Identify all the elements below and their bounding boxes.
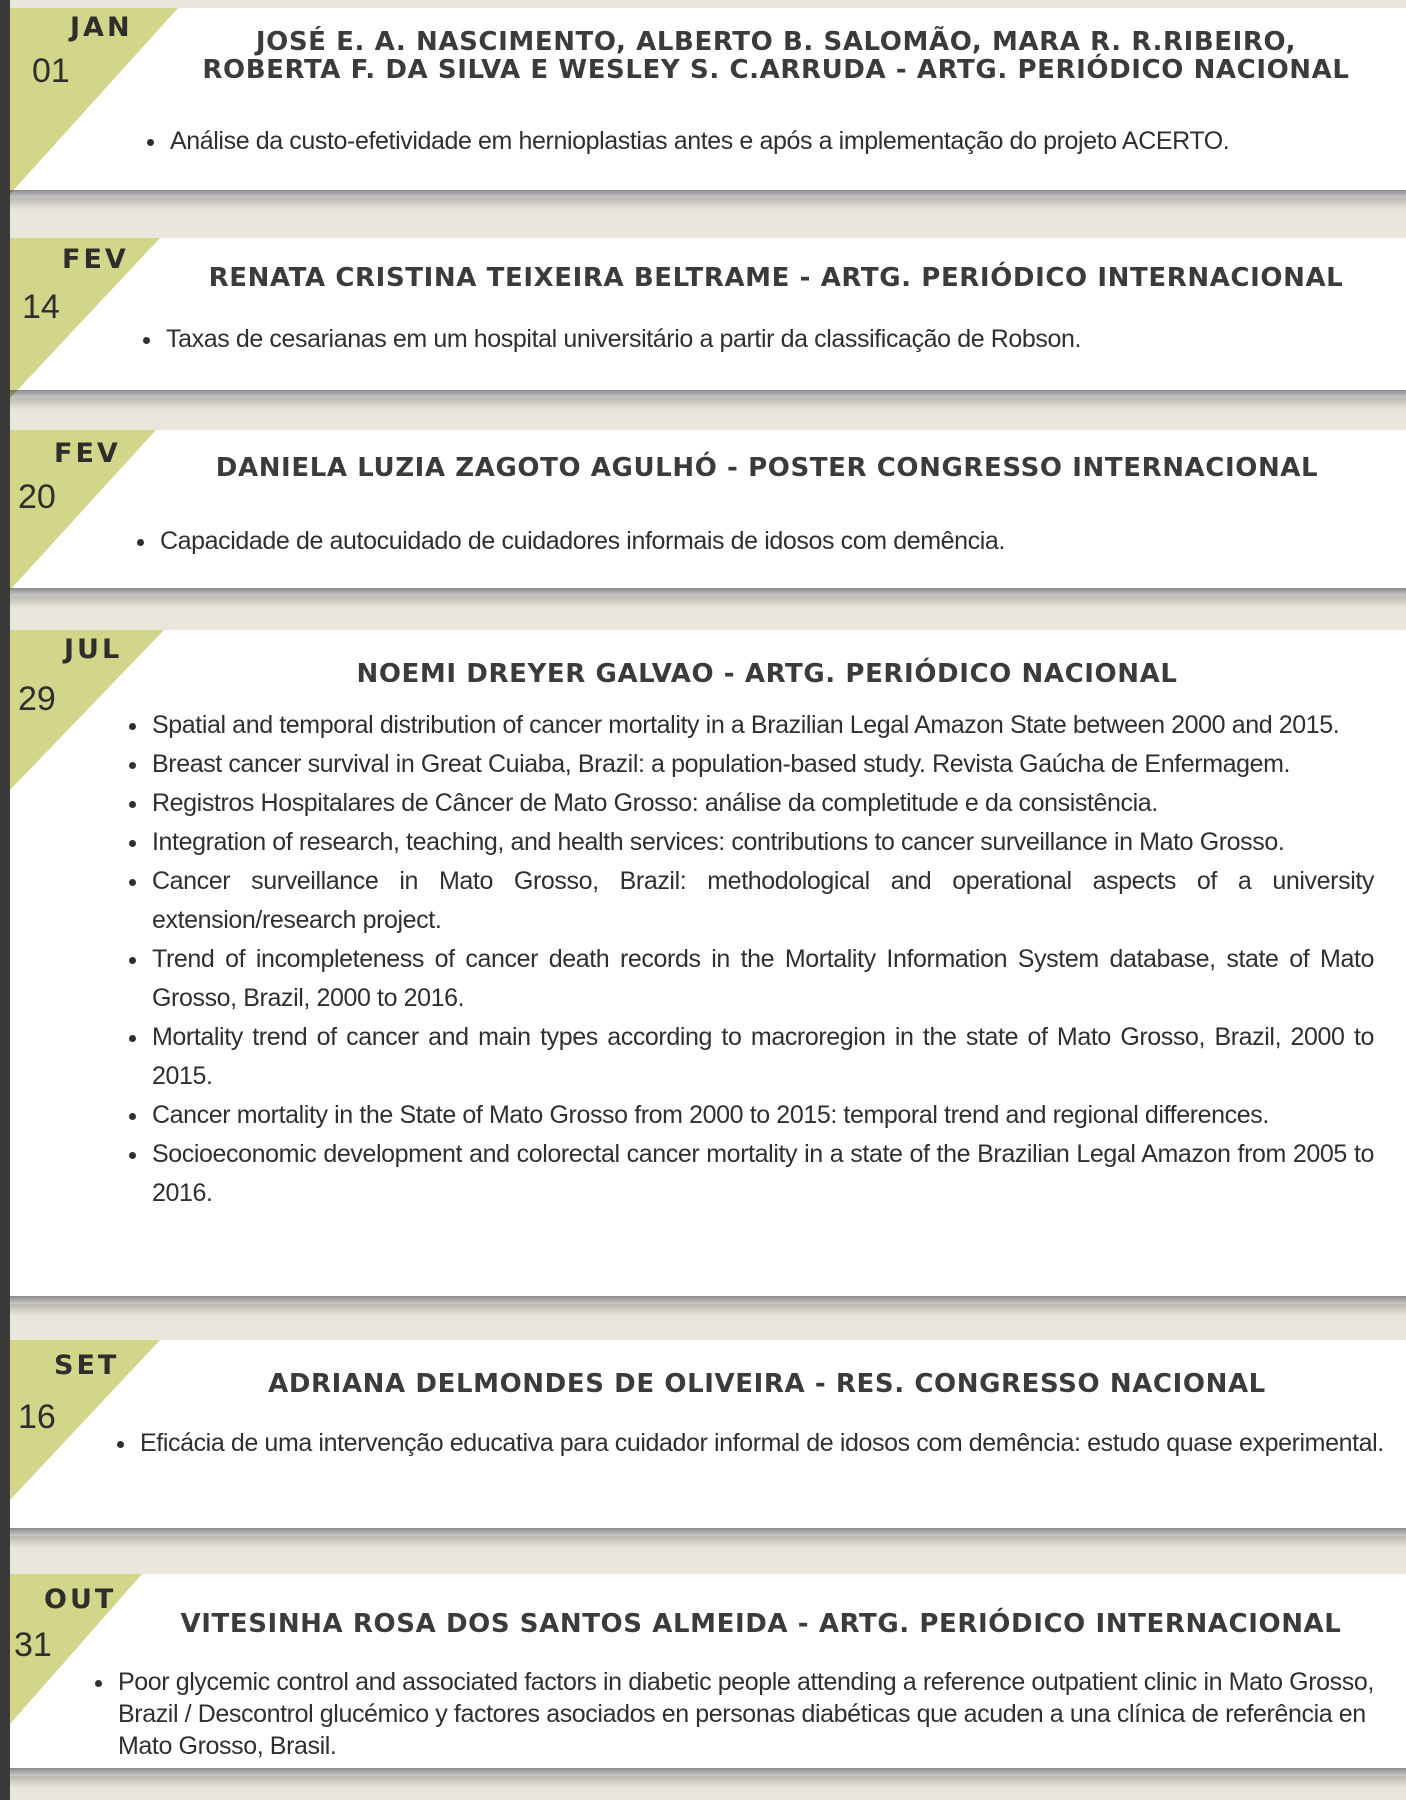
date-day: 31	[14, 1626, 52, 1664]
publication-item: • Socioeconomic development and colorectal cancer mortality in a state of the Brazilian Legal Amazon from 2005 to 2016.	[150, 1135, 1374, 1213]
date-month: JAN	[70, 12, 133, 43]
left-rail	[0, 0, 10, 1800]
publication-item: • Breast cancer survival in Great Cuiaba, Brazil: a population-based study. Revista Gaúcha de Enfermagem.	[150, 745, 1374, 784]
publication-list	[94, 1666, 1386, 1762]
entry-title-line: ROBERTA F. DA SILVA E WESLEY S. C.ARRUDA - ARTG. PERIÓDICO NACIONAL	[202, 55, 1350, 85]
entry-title	[160, 1370, 1374, 1398]
entry-card-fev-14	[10, 238, 1406, 398]
date-month: FEV	[54, 438, 121, 469]
publication-list	[136, 522, 1338, 561]
entry-title	[160, 454, 1374, 482]
publication-list	[146, 122, 1328, 161]
entry-title-line: DANIELA LUZIA ZAGOTO AGULHÓ - POSTER CONGRESSO INTERNACIONAL	[215, 453, 1319, 483]
date-day: 01	[32, 52, 70, 90]
publication-item: • Trend of incompleteness of cancer death records in the Mortality Information System database, state of Mato Grosso, Brazil, 2000 to 2016.	[150, 940, 1374, 1018]
entry-title-line: VITESINHA ROSA DOS SANTOS ALMEIDA - ARTG. PERIÓDICO INTERNACIONAL	[180, 1609, 1342, 1639]
entry-card-jan-01	[10, 8, 1406, 198]
date-day: 14	[22, 288, 60, 326]
date-month: FEV	[62, 244, 129, 275]
date-day: 20	[18, 478, 56, 516]
publication-item: • Cancer surveillance in Mato Grosso, Brazil: methodological and operational aspects of a university extension/research project.	[150, 862, 1374, 940]
entry-card-fev-20	[10, 430, 1406, 596]
entry-card-set-16	[10, 1340, 1406, 1536]
date-day: 16	[18, 1398, 56, 1436]
entry-title-line: ADRIANA DELMONDES DE OLIVEIRA - RES. CONGRESSO NACIONAL	[268, 1369, 1266, 1399]
publication-item: • Mortality trend of cancer and main types according to macroregion in the state of Mato Grosso, Brazil, 2000 to 2015.	[150, 1018, 1374, 1096]
date-day: 29	[18, 680, 56, 718]
publication-item: • Capacidade de autocuidado de cuidadores informais de idosos com demência.	[158, 522, 1338, 561]
publication-item: • Eficácia de uma intervenção educativa para cuidador informal de idosos com demência: estudo quase experimental.	[138, 1428, 1386, 1459]
publication-item: • Poor glycemic control and associated factors in diabetic people attending a reference outpatient clinic in Mato Grosso, Brazil / Descontrol glucémico y factores asociados en personas diabéticas que acuden a una clínica de referência en Mato Grosso, Brasil.	[116, 1666, 1386, 1762]
entry-title	[160, 660, 1374, 688]
publication-list	[116, 1428, 1386, 1459]
publication-item: • Integration of research, teaching, and health services: contributions to cancer surveillance in Mato Grosso.	[150, 823, 1374, 862]
date-month: JUL	[64, 634, 123, 665]
publication-list	[128, 706, 1374, 1213]
entry-title	[170, 264, 1382, 292]
entry-title	[150, 1610, 1372, 1638]
entry-card-out-31	[10, 1574, 1406, 1776]
publication-item: • Cancer mortality in the State of Mato Grosso from 2000 to 2015: temporal trend and regional differences.	[150, 1096, 1374, 1135]
date-month: SET	[54, 1350, 120, 1381]
publication-list	[142, 320, 1344, 359]
entry-title-line: RENATA CRISTINA TEIXEIRA BELTRAME - ARTG. PERIÓDICO INTERNACIONAL	[208, 263, 1344, 293]
publication-item: • Registros Hospitalares de Câncer de Mato Grosso: análise da completitude e da consistência.	[150, 784, 1374, 823]
publication-item: • Análise da custo-efetividade em hernioplastias antes e após a implementação do projeto ACERTO.	[168, 122, 1328, 161]
entry-title	[170, 28, 1382, 84]
publication-item: • Taxas de cesarianas em um hospital universitário a partir da classificação de Robson.	[164, 320, 1344, 359]
date-month: OUT	[44, 1584, 117, 1615]
entry-title-line: JOSÉ E. A. NASCIMENTO, ALBERTO B. SALOMÃO, MARA R. R.RIBEIRO,	[255, 27, 1297, 57]
publication-item: • Spatial and temporal distribution of cancer mortality in a Brazilian Legal Amazon State between 2000 and 2015.	[150, 706, 1374, 745]
entry-title-line: NOEMI DREYER GALVAO - ARTG. PERIÓDICO NACIONAL	[356, 659, 1178, 689]
entry-card-jul-29	[10, 630, 1406, 1304]
